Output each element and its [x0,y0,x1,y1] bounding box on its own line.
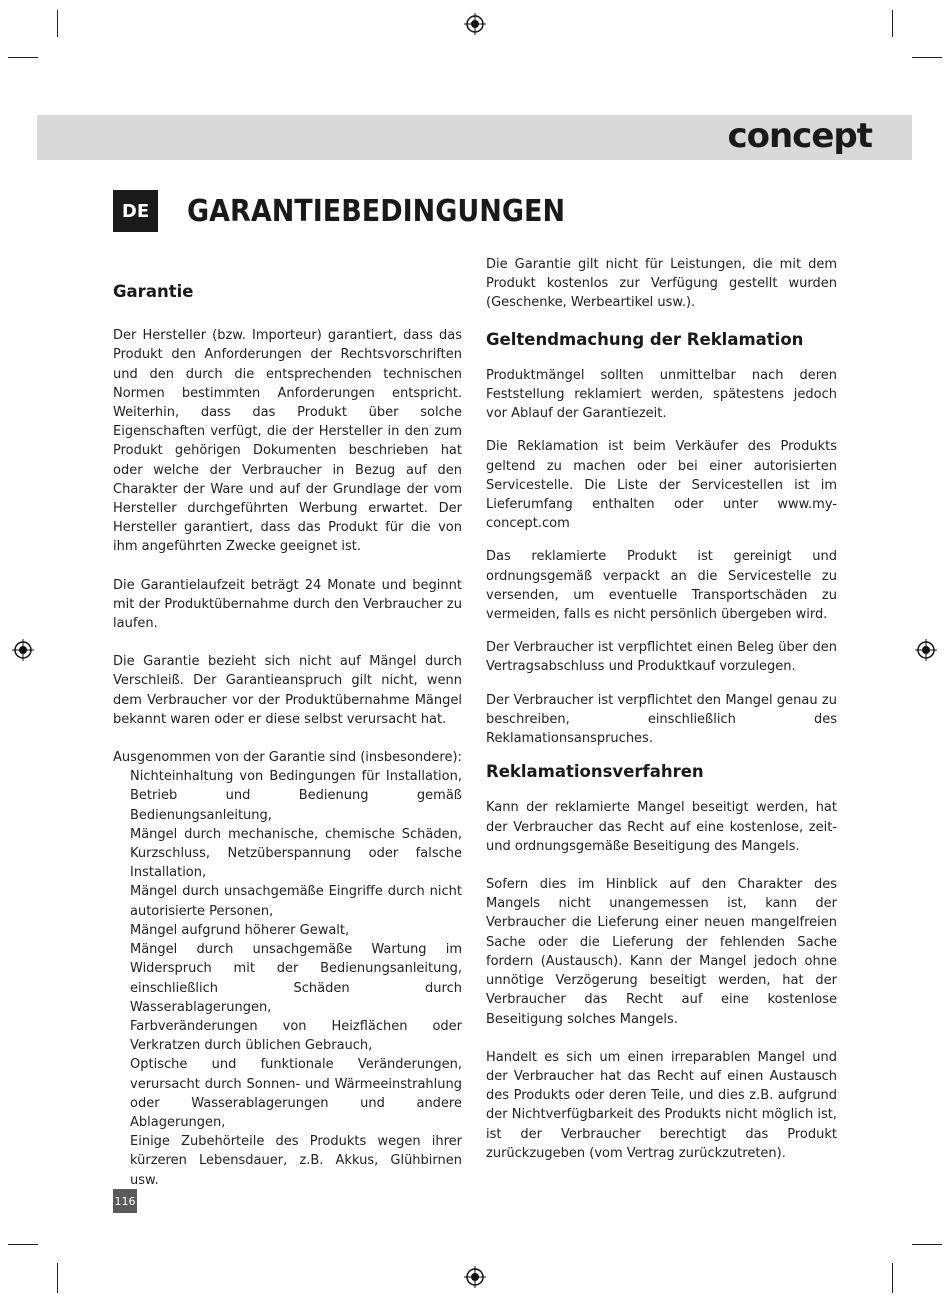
page-number: 116 [113,1189,137,1213]
paragraph: Ausgenommen von der Garantie sind (insbesondere): [113,750,462,766]
crop-mark [892,1263,893,1293]
section-heading-garantie: Garantie [113,282,194,301]
crop-mark [8,57,38,58]
left-column [113,282,462,1190]
paragraph: Das reklamierte Produkt ist gereinigt und ordnungsgemäß verpackt an die Servicestelle zu versenden, um eventuelle Transportschäden zu vermeiden, falls es nicht persönlich übergeben wird. [486,549,837,623]
registration-mark-icon [915,639,937,661]
list-item: Optische und funktionale Veränderungen, verursacht durch Sonnen- und Wärmeeinstrahlung oder Wasserablagerungen und andere Ablagerungen, [130,1057,462,1130]
page-title: GARANTIEBEDINGUNGEN [187,194,566,229]
crop-mark [8,1244,38,1245]
list-item: Nichteinhaltung von Bedingungen für Installation, Betrieb und Bedienung gemäß Bedienungsanleitung, [130,769,462,823]
crop-mark [892,10,893,37]
registration-mark-icon [464,13,486,35]
paragraph: Die Garantie bezieht sich nicht auf Mängel durch Verschleiß. Der Garantieanspruch gilt nicht, wenn dem Verbraucher vor der Produktübernahme Mängel bekannt waren oder er diese selbst verursacht hat. [113,654,462,727]
list-item: Mängel durch unsachgemäße Wartung im Widerspruch mit der Bedienungsanleitung, einschließlich Schäden durch Wasserablagerungen, [130,942,462,1015]
paragraph: Die Garantie gilt nicht für Leistungen, die mit dem Produkt kostenlos zur Verfügung gestellt wurden (Geschenke, Werbeartikel usw.). [486,257,837,311]
list-item: Mängel durch unsachgemäße Eingriffe durch nicht autorisierte Personen, [130,884,462,919]
list-item: Mängel aufgrund höherer Gewalt, [130,922,350,938]
list-item: Einige Zubehörteile des Produkts wegen ihrer kürzeren Lebensdauer, z.B. Akkus, Glühbirnen usw. [130,1134,462,1188]
registration-mark-icon [464,1266,486,1288]
paragraph: Der Verbraucher ist verpflichtet den Mangel genau zu beschreiben, einschließlich des Reklamationsanspruches. [486,692,837,747]
crop-mark [57,1263,58,1293]
crop-mark [912,57,942,58]
crop-mark [912,1244,942,1245]
registration-mark-icon [12,639,34,661]
right-column [486,255,837,1163]
section-heading-verfahren: Reklamationsverfahren [486,762,704,782]
paragraph: Produktmängel sollten unmittelbar nach deren Feststellung reklamiert werden, spätestens jedoch vor Ablauf der Garantiezeit. [486,367,837,422]
exclusion-list [113,767,462,1189]
paragraph: Die Reklamation ist beim Verkäufer des Produkts geltend zu machen oder bei einer autorisierten Servicestelle. Die Liste der Servicestellen ist im Lieferumfang enthalten oder unter www.my-concept.com [486,439,837,532]
paragraph: Handelt es sich um einen irreparablen Mangel und der Verbraucher hat das Recht auf einen Austausch des Produkts oder deren Teile, und dies z.B. aufgrund der Nichtverfügbarkeit des Produkts nicht möglich ist, ist der Verbraucher berechtigt das Produkt zurückzugeben (vom Vertrag zurückzutreten). [486,1049,837,1161]
paragraph: Der Hersteller (bzw. Importeur) garantiert, dass das Produkt den Anforderungen der Rechtsvorschriften und den durch die entsprechenden technischen Normen bestimmten Anforderungen entspricht. Weiterhin, dass das Produkt über solche Eigenschaften verfügt, die der Hersteller in den zum Produkt gehörigen Dokumenten beschrieben hat oder welche der Verbraucher in Bezug auf den Charakter der Ware und auf der Grundlage der vom Hersteller durchgeführten Werbung erwartet. Der Hersteller garantiert, dass das Produkt für die von ihm angeführten Zwecke geeignet ist. [113,328,462,555]
list-item: Farbveränderungen von Heizflächen oder Verkratzen durch üblichen Gebrauch, [130,1018,462,1054]
list-item: Mängel durch mechanische, chemische Schäden, Kurzschluss, Netzüberspannung oder falsche Installation, [130,826,462,881]
paragraph: Der Verbraucher ist verpflichtet einen Beleg über den Vertragsabschluss und Produktkauf vorzulegen. [486,640,837,675]
paragraph: Die Garantielaufzeit beträgt 24 Monate und beginnt mit der Produktübernahme durch den Verbraucher zu laufen. [113,577,462,632]
language-badge: DE [113,190,158,232]
paragraph: Sofern dies im Hinblick auf den Charakter des Mangels nicht unangemessen ist, kann der Verbraucher die Lieferung einer neuen mangelfreien Sache oder die Lieferung der fehlenden Sache fordern (Austausch). Kann der Mangel jedoch ohne unnötige Verzögerung beseitigt werden, hat der Verbraucher das Recht auf eine kostenlose Beseitigung solches Mangels. [486,877,837,1027]
brand-logo: concept [727,116,872,156]
paragraph: Kann der reklamierte Mangel beseitigt werden, hat der Verbraucher das Recht auf eine kostenlose, zeit- und ordnungsgemäße Beseitigung des Mangels. [486,800,837,854]
crop-mark [57,10,58,37]
section-heading-reklamation: Geltendmachung der Reklamation [486,329,804,349]
